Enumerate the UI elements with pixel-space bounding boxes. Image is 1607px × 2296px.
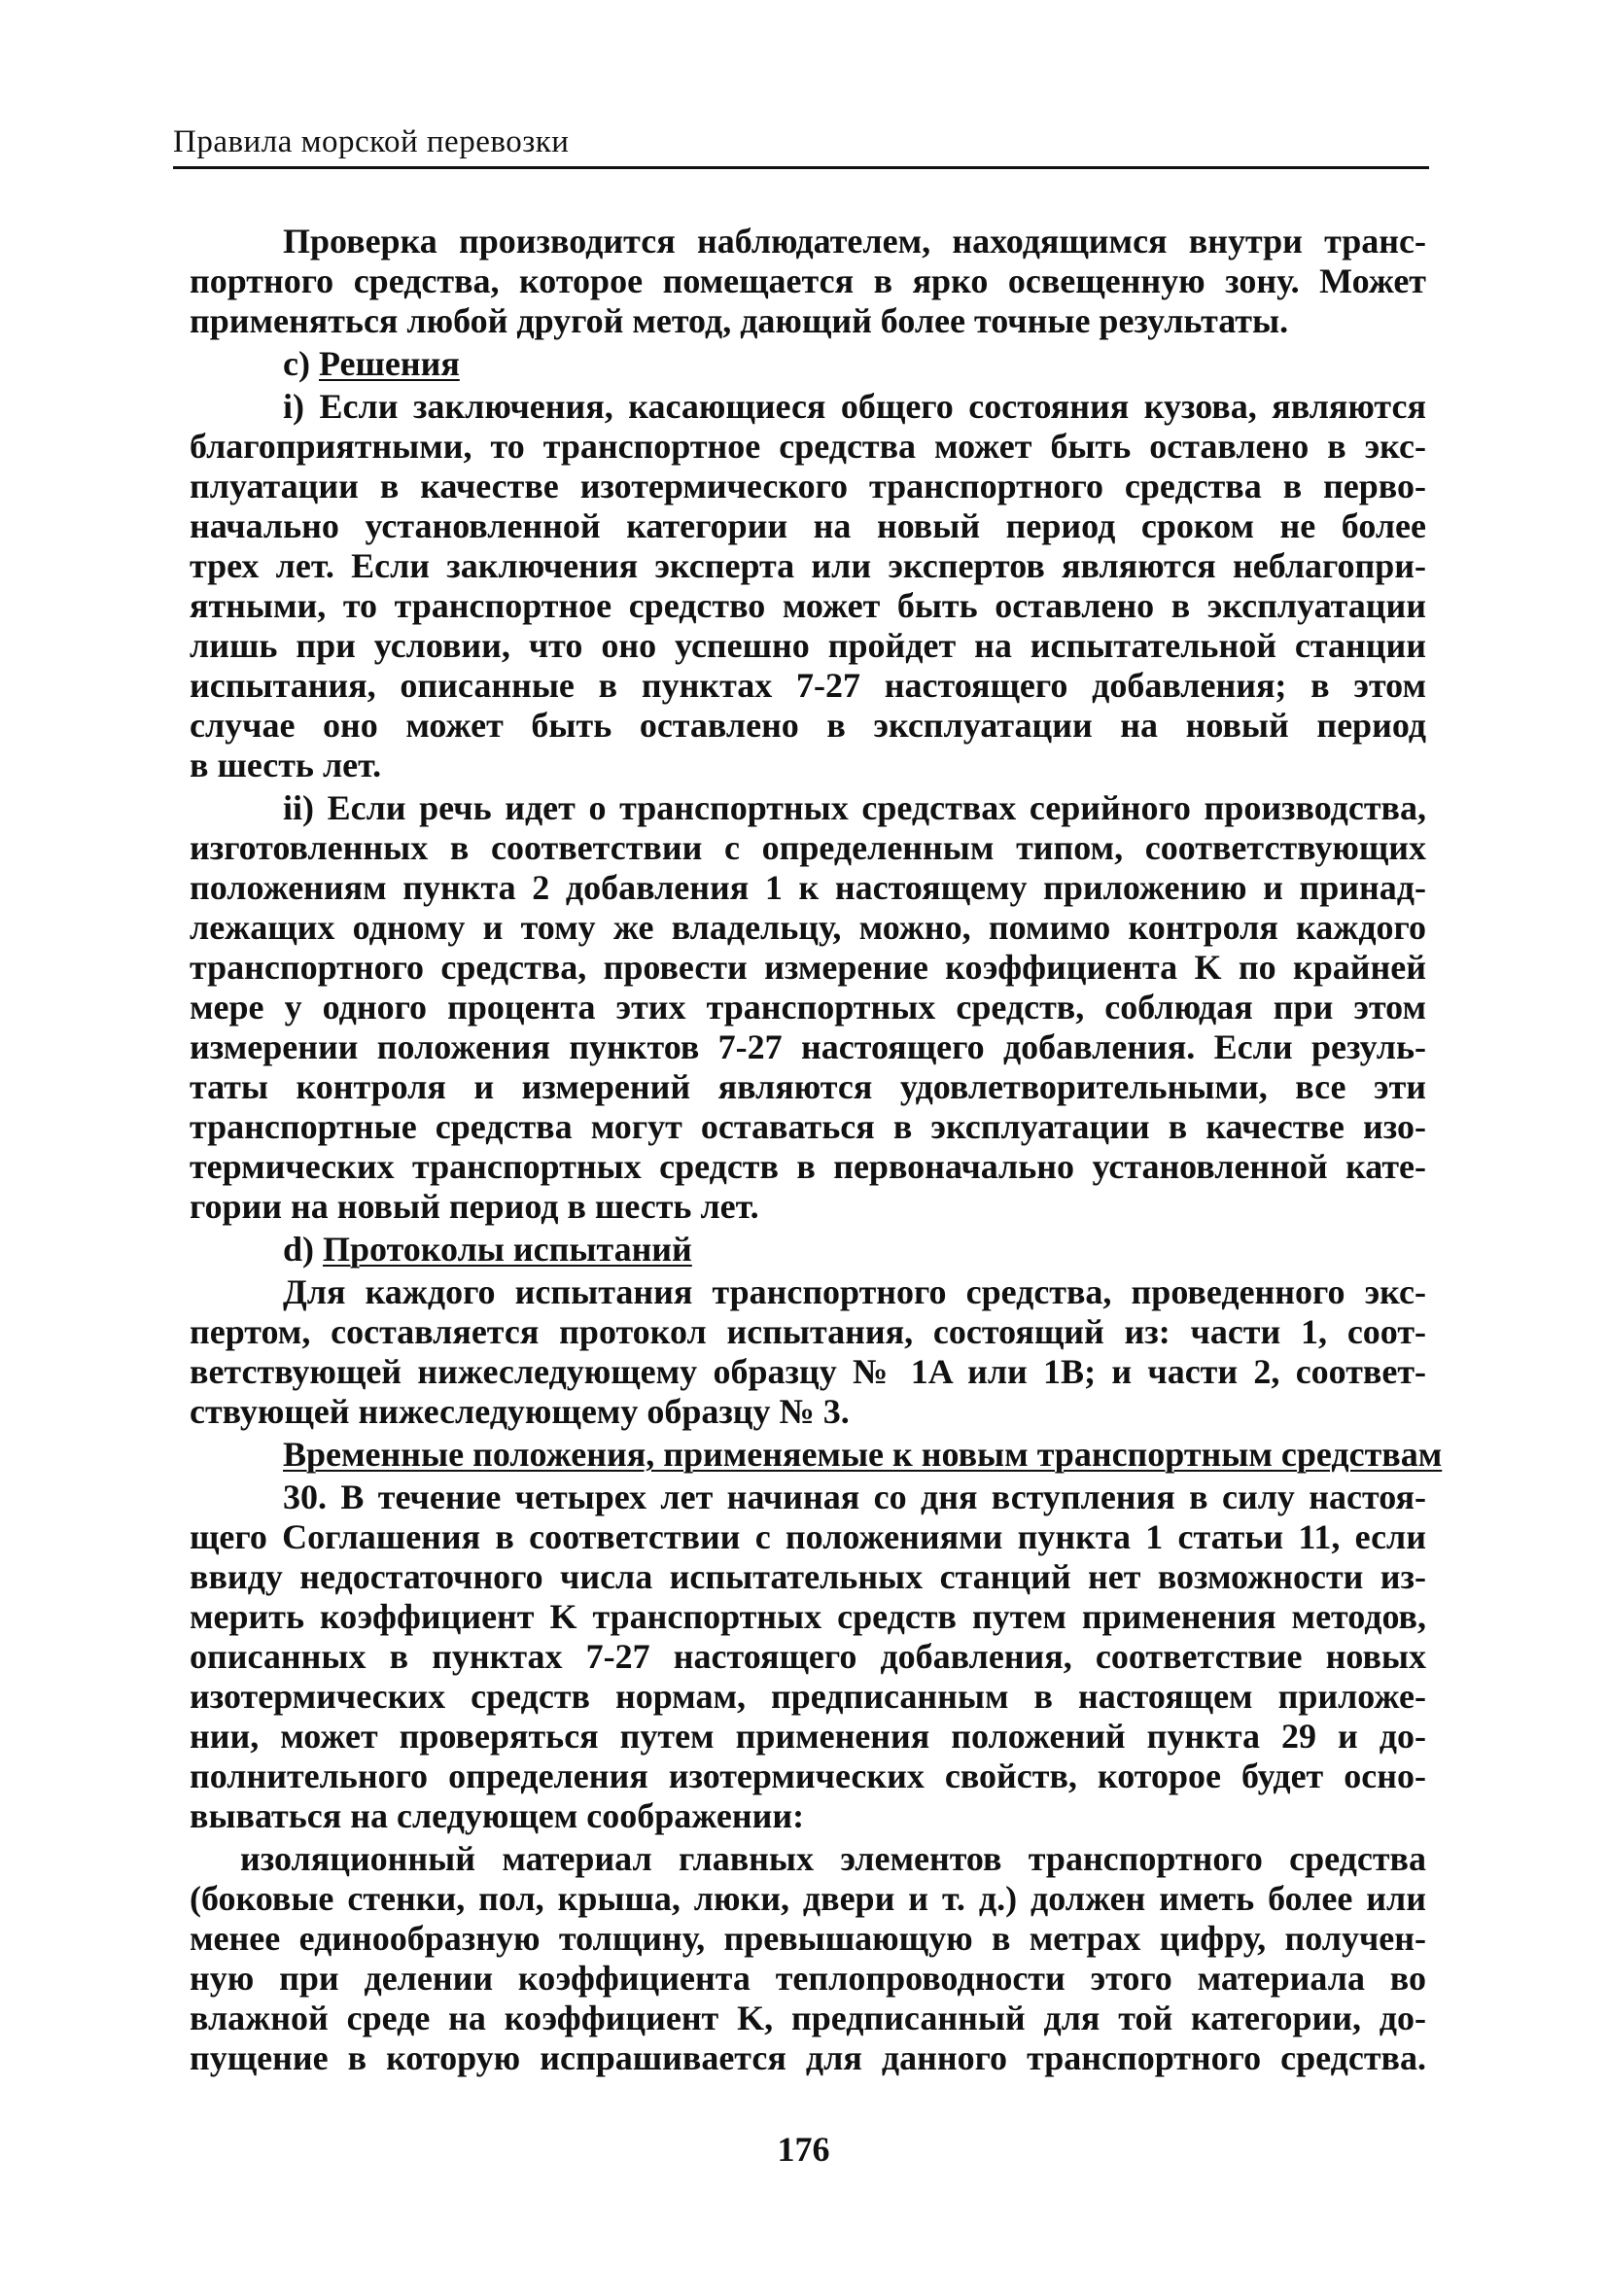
line-text: 30. В течение четырех лет начиная со дня вступления в силу настоя- (283, 1478, 1426, 1516)
line-text: i) Если заключения, касающиеся общего состояния кузова, являются (283, 387, 1426, 426)
line-text: изотермических средств нормам, предписанным в настоящем приложе- (190, 1677, 1426, 1716)
text-line (190, 746, 1426, 785)
line-text: мерить коэффициент K транспортных средств путем применения методов, (190, 1597, 1426, 1636)
line-text: щего Соглашения в соответствии с положениями пункта 1 статьи 11, если (190, 1517, 1426, 1556)
line-text: ввиду недостаточного числа испытательных станций нет возможности из- (190, 1557, 1426, 1596)
line-text: транспортного средства, провести измерение коэффициента K по крайней (190, 948, 1426, 987)
text-line (190, 1597, 1426, 1637)
text-line (190, 1796, 1426, 1836)
text-line (190, 261, 1426, 301)
text-line (190, 1230, 1426, 1270)
line-text: мере у одного процента этих транспортных средств, соблюдая при этом (190, 988, 1426, 1026)
text-line (190, 1478, 1426, 1517)
line-text: ii) Если речь идет о транспортных средствах серийного производства, (283, 788, 1426, 827)
text-line (190, 2038, 1426, 2078)
line-text: ятными, то транспортное средство может быть оставлено в эксплуатации (190, 586, 1426, 625)
text-line (190, 1717, 1426, 1757)
line-text: транспортные средства могут оставаться в эксплуатации в качестве изо- (190, 1107, 1426, 1146)
paragraph (190, 344, 1426, 384)
line-text: нии, может проверяться путем применения положений пункта 29 и до- (190, 1717, 1426, 1756)
paragraph (190, 1839, 1426, 2078)
line-text: положениям пункта 2 добавления 1 к настоящему приложению и принад- (190, 868, 1426, 907)
line-text: (боковые стенки, пол, крыша, люки, двери и т. д.) должен иметь более или (190, 1879, 1426, 1918)
line-text: в шесть лет. (190, 746, 382, 784)
paragraph (190, 788, 1426, 1227)
text-line (190, 387, 1426, 427)
line-text: термических транспортных средств в первоначально установленной кате- (190, 1147, 1426, 1186)
line-text: изоляционный материал главных элементов транспортного средства (240, 1839, 1426, 1878)
line-text: Проверка производится наблюдателем, находящимся внутри транс- (283, 222, 1426, 261)
document-body (190, 222, 1443, 2081)
text-line (190, 1187, 1426, 1227)
text-line (190, 1517, 1426, 1557)
line-text: испытания, описанные в пунктах 7-27 настоящего добавления; в этом (190, 666, 1426, 705)
line-text: d) (283, 1230, 324, 1269)
text-line (190, 301, 1426, 341)
text-line (190, 1637, 1426, 1677)
line-text: измерении положения пунктов 7-27 настоящего добавления. Если резуль- (190, 1027, 1426, 1066)
underlined-heading: Временные положения, применяемые к новым транспортным средствам (283, 1435, 1443, 1474)
text-line (190, 1312, 1426, 1352)
text-line (190, 586, 1426, 626)
line-text: таты контроля и измерений являются удовлетворительными, все эти (190, 1067, 1426, 1106)
text-line (190, 788, 1426, 828)
text-line (190, 1392, 1426, 1432)
line-text: пущение в которую испрашивается для данного транспортного средства. (190, 2038, 1426, 2077)
text-line (190, 1027, 1426, 1067)
line-text: ствующей нижеследующему образцу № 3. (190, 1392, 850, 1431)
text-line (190, 506, 1426, 546)
text-line (190, 1919, 1426, 1959)
line-text: трех лет. Если заключения эксперта или экспертов являются неблагопри- (190, 546, 1426, 585)
line-text: гории на новый период в шесть лет. (190, 1187, 759, 1226)
paragraph (190, 1272, 1426, 1432)
text-line (190, 546, 1426, 586)
underlined-heading: Протоколы испытаний (323, 1230, 692, 1269)
line-text: лишь при условии, что оно успешно пройдет на испытательной станции (190, 626, 1426, 665)
paragraph (190, 387, 1426, 785)
section-heading (190, 1435, 1443, 1475)
text-line (190, 948, 1426, 988)
line-text: применяться любой другой метод, дающий более точные результаты. (190, 301, 1289, 340)
line-text: случае оно может быть оставлено в эксплуатации на новый период (190, 706, 1426, 745)
text-line (190, 666, 1426, 706)
text-line (190, 1352, 1426, 1392)
text-line (190, 1557, 1426, 1597)
text-line (190, 988, 1426, 1027)
line-text: портного средства, которое помещается в ярко освещенную зону. Может (190, 261, 1426, 300)
text-line (190, 868, 1426, 908)
text-line (190, 467, 1426, 506)
text-line (190, 1272, 1426, 1312)
text-line (190, 344, 1426, 384)
line-text: вываться на следующем соображении: (190, 1796, 805, 1835)
text-line (190, 1879, 1426, 1919)
line-text: благоприятными, то транспортное средства может быть оставлено в экс- (190, 427, 1426, 466)
line-text: изготовленных в соответствии с определенным типом, соответствующих (190, 828, 1426, 867)
paragraph (190, 1478, 1426, 1836)
line-text: пертом, составляется протокол испытания, состоящий из: части 1, соот- (190, 1312, 1426, 1351)
line-text: лежащих одному и тому же владельцу, можно, помимо контроля каждого (190, 908, 1426, 947)
text-line (190, 1959, 1426, 1999)
line-text: начально установленной категории на новый период сроком не более (190, 506, 1426, 545)
text-line (190, 1999, 1426, 2038)
paragraph (190, 222, 1426, 341)
text-line (190, 1677, 1426, 1717)
text-line (190, 222, 1426, 261)
text-line (190, 1147, 1426, 1187)
line-text: влажной среде на коэффициент K, предписанный для той категории, до- (190, 1999, 1426, 2037)
text-line (190, 706, 1426, 746)
text-line (190, 1839, 1426, 1879)
text-line (190, 1435, 1443, 1475)
line-text: Для каждого испытания транспортного средства, проведенного экс- (283, 1272, 1426, 1311)
text-line (190, 908, 1426, 948)
text-line (190, 1107, 1426, 1147)
page-number: 176 (777, 2130, 830, 2169)
paragraph (190, 1230, 1426, 1270)
text-line (190, 626, 1426, 666)
line-text: полнительного определения изотермических свойств, которое будет осно- (190, 1757, 1426, 1795)
line-text: c) (283, 344, 319, 383)
text-line (190, 1757, 1426, 1796)
line-text: описанных в пунктах 7-27 настоящего добавления, соответствие новых (190, 1637, 1426, 1676)
line-text: плуатации в качестве изотермического транспортного средства в перво- (190, 467, 1426, 505)
line-text: ную при делении коэффициента теплопроводности этого материала во (190, 1959, 1426, 1998)
running-header: Правила морской перевозки (173, 124, 1429, 169)
text-line (190, 828, 1426, 868)
line-text: менее единообразную толщину, превышающую в метрах цифру, получен- (190, 1919, 1426, 1958)
underlined-heading: Решения (318, 344, 460, 383)
text-line (190, 427, 1426, 467)
text-line (190, 1067, 1426, 1107)
line-text: ветствующей нижеследующему образцу № 1A или 1B; и части 2, соответ- (190, 1352, 1426, 1391)
